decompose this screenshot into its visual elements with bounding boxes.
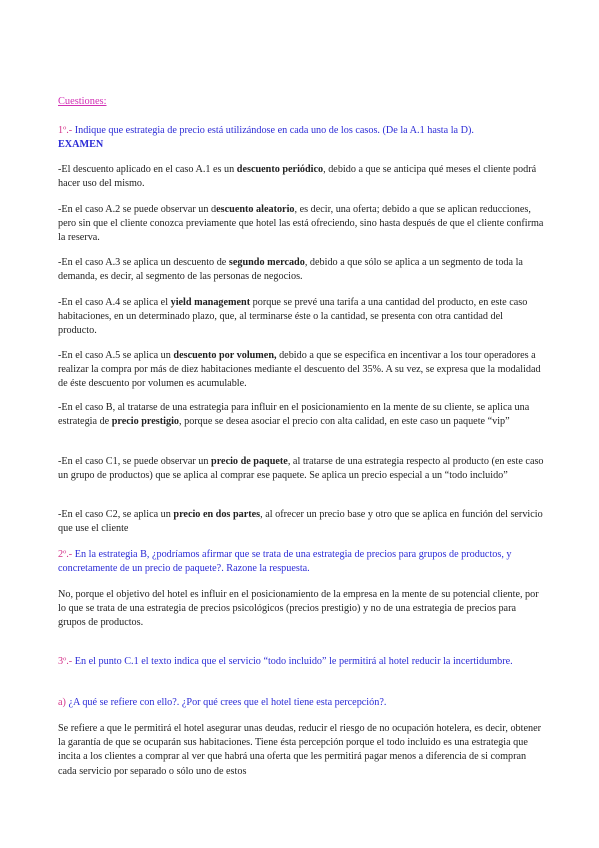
question-2-number: 2º.- bbox=[58, 549, 73, 560]
exam-tag: EXAMEN bbox=[58, 139, 104, 151]
question-3-number: 3º.- bbox=[58, 656, 73, 667]
question-1-number: 1º.- bbox=[58, 125, 73, 136]
answer-a5: -En el caso A.5 se aplica un descuento por volumen, debido a que se especifica en incentivar a los tour operadores a realizar la compra por más de diez habitaciones mediante el descuento del 35%. A su vez, se expresa que la modalidad de éste descuento por volumen es acumulable. bbox=[58, 350, 541, 390]
question-1 bbox=[58, 124, 544, 152]
answer-3a: Se refiere a que le permitirá el hotel asegurar unas deudas, reducir el riesgo de no ocupación hotelera, es decir, obtener la garantía de que se ocuparán sus habitaciones. Tiene ésta percepción porque el todo incluido es una estrategia que incita a los clientes a comprar al ver que habrá una oferta que les permitirá pagar menos a diferencia de si compran cada servicio por separado o sólo uno de estos bbox=[58, 723, 542, 777]
answer-2: No, porque el objetivo del hotel es influir en el posicionamiento de la empresa en la mente de su potencial cliente, por lo que se trata de una estrategia de precios psicológicos (precios prestigio) y no de una estrategia de precios para grupos de productos. bbox=[58, 589, 539, 629]
section-heading: Cuestiones: bbox=[58, 96, 107, 107]
question-1-text: Indique que estrategia de precio está utilizándose en cada uno de los casos. (De la A.1 hasta la D). bbox=[74, 125, 474, 136]
question-3a bbox=[58, 696, 544, 710]
question-3a-text: ¿A qué se refiere con ello?. ¿Por qué crees que el hotel tiene esta percepción?. bbox=[68, 697, 387, 708]
answer-b: -En el caso B, al tratarse de una estrategia para influir en el posicionamiento en la mente de su cliente, se aplica una estrategia de precio prestigio, porque se desea asociar el precio con alta calidad, en este caso un paquete “vip” bbox=[58, 402, 530, 428]
question-3-text: En el punto C.1 el texto indica que el servicio “todo incluido” le permitirá al hotel reducir la incertidumbre. bbox=[74, 656, 513, 667]
answer-a1: -El descuento aplicado en el caso A.1 es un descuento periódico, debido a que se anticipa qué meses el cliente podrá hacer uso del mismo. bbox=[58, 164, 537, 190]
answer-a2: -En el caso A.2 se puede observar un descuento aleatorio, es decir, una oferta; debido a que se aplican reducciones, pero sin que el cliente conozca previamente que hotel las está ofreciendo, sino hasta después de que el cliente confirma la reserva. bbox=[58, 204, 544, 244]
answer-a3: -En el caso A.3 se aplica un descuento de segundo mercado, debido a que sólo se aplica a un segmento de toda la demanda, es decir, al segmento de las personas de negocios. bbox=[58, 257, 523, 283]
question-3a-label: a) bbox=[58, 697, 66, 708]
answer-c1: -En el caso C1, se puede observar un precio de paquete, al tratarse de una estrategia respecto al producto (en este caso un grupo de productos) que se aplica al comprar ese paquete. Se aplica un precio especial a un “todo incluido” bbox=[58, 456, 544, 482]
answer-c2: -En el caso C2, se aplica un precio en dos partes, al ofrecer un precio base y otro que se aplica en función del servicio que use el cliente bbox=[58, 509, 543, 535]
question-2 bbox=[58, 548, 544, 576]
answer-a4: -En el caso A.4 se aplica el yield management porque se prevé una tarifa a una cantidad del producto, en este caso habitaciones, en un determinado plazo, que, al terminarse éste o la cantidad, se presenta con otra cantidad del producto. bbox=[58, 297, 528, 337]
question-3 bbox=[58, 655, 544, 669]
question-2-text: En la estrategia B, ¿podríamos afirmar que se trata de una estrategia de precios para grupos de productos, y concretamente de un precio de paquete?. Razone la respuesta. bbox=[58, 549, 512, 575]
